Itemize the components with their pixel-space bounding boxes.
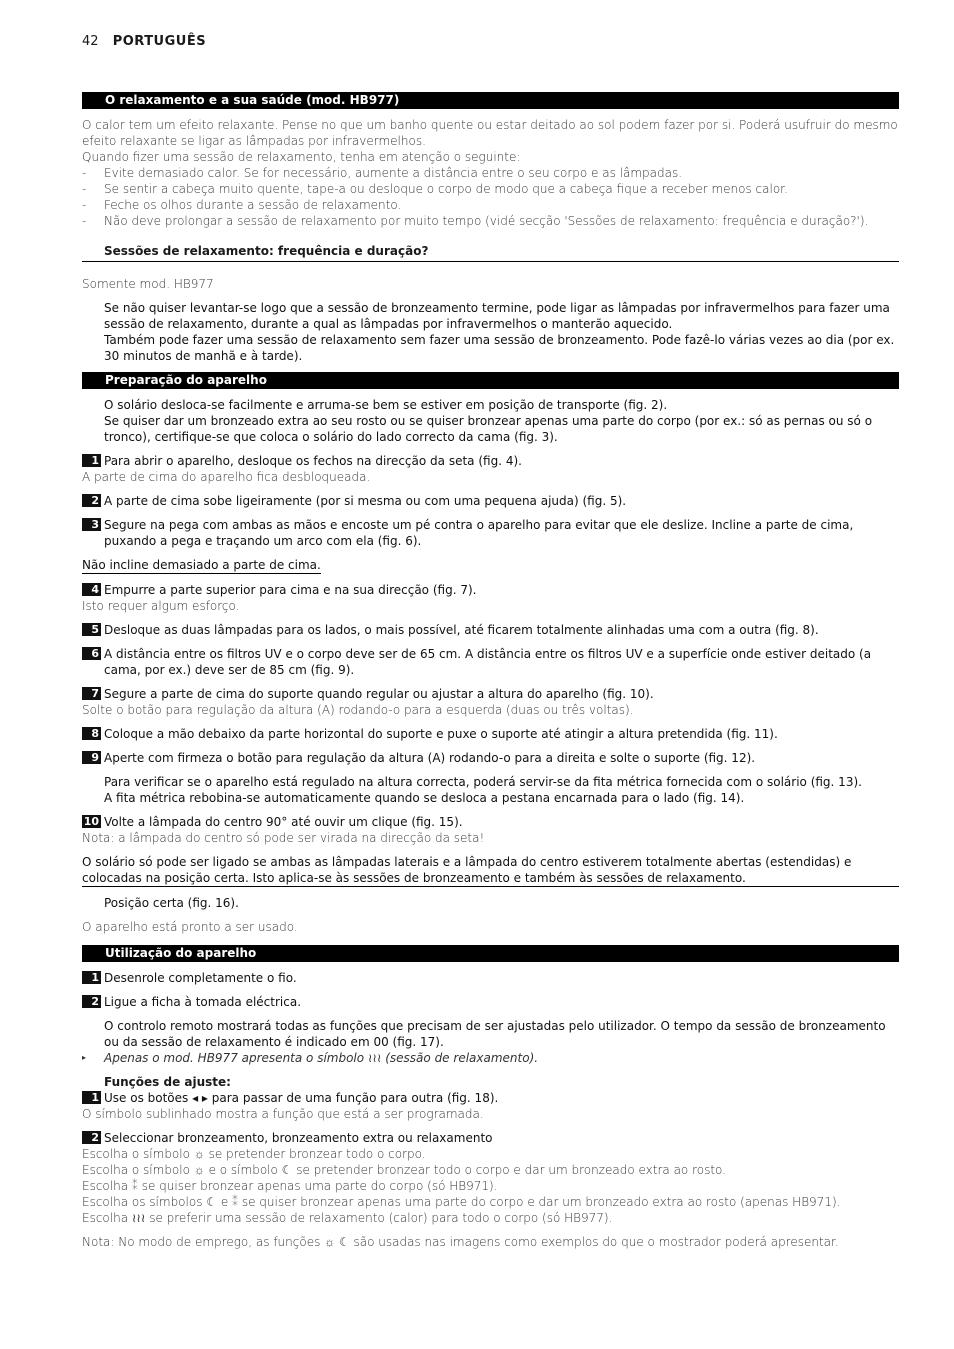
- option-line: Escolha os símbolos ☾ e ⁑ se quiser bronzear apenas uma parte do corpo e dar um bronzeado extra ao rosto (apenas HB971).: [82, 1195, 841, 1209]
- paragraph: O controlo remoto mostrará todas as funções que precisam de ser ajustadas pelo utilizador. O tempo da sessão de bronzeamento ou da sessão de relaxamento é indicado em 00 (fig. 17).: [104, 1019, 886, 1049]
- warning: Não incline demasiado a parte de cima.: [82, 558, 321, 572]
- step-item: 2 Seleccionar bronzeamento, bronzeamento extra ou relaxamento: [82, 1130, 899, 1146]
- subheading-functions: Funções de ajuste:: [104, 1075, 231, 1089]
- paragraph: Também pode fazer uma sessão de relaxamento sem fazer uma sessão de bronzeamento. Pode fazê-lo várias vezes ao dia (por ex. 30 minutos de manhã e à tarde).: [104, 333, 895, 363]
- list-item: - Evite demasiado calor. Se for necessário, aumente a distância entre o seu corpo e as lâmpadas.: [82, 166, 683, 180]
- step-number: 9: [82, 751, 101, 764]
- page-header: [82, 34, 206, 49]
- option-line: Escolha o símbolo ☼ se pretender bronzear todo o corpo.: [82, 1147, 426, 1161]
- step-number: 3: [82, 518, 101, 531]
- paragraph: Posição certa (fig. 16).: [104, 896, 239, 910]
- option-line: Escolha ≀≀≀ se preferir uma sessão de relaxamento (calor) para todo o corpo (só HB977).: [82, 1211, 613, 1225]
- step-item: 1 Desenrole completamente o fio.: [82, 970, 899, 986]
- model-note: ▸ Apenas o mod. HB977 apresenta o símbolo ≀≀≀ (sessão de relaxamento).: [82, 1051, 539, 1065]
- subsection-heading-sessions: Sessões de relaxamento: frequência e duração?: [82, 243, 899, 262]
- warning: O solário só pode ser ligado se ambas as lâmpadas laterais e a lâmpada do centro estiverem totalmente abertas (estendidas) e colocadas na posição certa. Isto aplica-se às sessões de bronzeamento e também às sessões de relaxamento.: [82, 854, 899, 887]
- step-number: 1: [82, 1091, 101, 1104]
- section-heading-usage: Utilização do aparelho: [82, 945, 899, 962]
- paragraph: A fita métrica rebobina-se automaticamente quando se desloca a pestana encarnada para o lado (fig. 14).: [104, 791, 745, 805]
- step-number: 8: [82, 727, 101, 740]
- step-item: 3 Segure na pega com ambas as mãos e encoste um pé contra o aparelho para evitar que ele deslize. Incline a parte de cima, puxando a pega e traçando um arco com ela (fig. 6).: [82, 517, 899, 549]
- step-number: 4: [82, 583, 101, 596]
- paragraph: Quando fizer uma sessão de relaxamento, tenha em atenção o seguinte:: [82, 150, 521, 164]
- step-sub: Nota: a lâmpada do centro só pode ser virada na direcção da seta!: [82, 831, 485, 845]
- list-item: - Não deve prolongar a sessão de relaxamento por muito tempo (vidé secção 'Sessões de relaxamento: frequência e duração?').: [82, 214, 869, 228]
- step-item: 10 Volte a lâmpada do centro 90° até ouvir um clique (fig. 15).: [83, 815, 463, 829]
- paragraph: O solário desloca-se facilmente e arruma-se bem se estiver em posição de transporte (fig. 2).: [104, 398, 668, 412]
- step-sub: O símbolo sublinhado mostra a função que está a ser programada.: [82, 1107, 484, 1121]
- step-sub: A parte de cima do aparelho fica desbloqueada.: [82, 470, 371, 484]
- step-sub: Isto requer algum esforço.: [82, 599, 240, 613]
- page-number: 42: [82, 34, 99, 49]
- step-item: 1 Use os botões ◂ ▸ para passar de uma função para outra (fig. 18).: [82, 1090, 899, 1106]
- step-item: 6 A distância entre os filtros UV e o corpo deve ser de 65 cm. A distância entre os filtros UV e a superfície onde estiver deitado (a cama, por ex.) deve ser de 85 cm (fig. 9).: [82, 646, 899, 678]
- step-item: 2 Ligue a ficha à tomada eléctrica.: [82, 994, 899, 1010]
- triangle-bullet-icon: ▸: [82, 1053, 87, 1062]
- step-number: 2: [82, 494, 101, 507]
- final-note: Nota: No modo de emprego, as funções ☼ ☾ são usadas nas imagens como exemplos do que o mostrador poderá apresentar.: [82, 1235, 839, 1249]
- list-item: - Feche os olhos durante a sessão de relaxamento.: [82, 198, 402, 212]
- paragraph: Se não quiser levantar-se logo que a sessão de bronzeamento termine, pode ligar as lâmpadas por infravermelhos para fazer uma sessão de relaxamento, durante a qual as lâmpadas por infravermelhos o manterão aquecido.: [104, 301, 890, 331]
- section-heading-preparation: Preparação do aparelho: [82, 372, 899, 389]
- option-line: Escolha o símbolo ☼ e o símbolo ☾ se pretender bronzear todo o corpo e dar um bronzeado extra ao rosto.: [82, 1163, 726, 1177]
- paragraph: Para verificar se o aparelho está regulado na altura correcta, poderá servir-se da fita métrica fornecida com o solário (fig. 13).: [104, 775, 862, 789]
- step-item: 1 Para abrir o aparelho, desloque os fechos na direcção da seta (fig. 4).: [82, 453, 899, 469]
- step-number: 1: [82, 971, 101, 984]
- list-item: - Se sentir a cabeça muito quente, tape-a ou desloque o corpo de modo que a cabeça fique a receber menos calor.: [82, 182, 788, 196]
- step-item: 9 Aperte com firmeza o botão para regulação da altura (A) rodando-o para a direita e solte o suporte (fig. 12).: [82, 750, 899, 766]
- section-heading-relaxation: O relaxamento e a sua saúde (mod. HB977): [82, 92, 899, 109]
- step-number: 6: [82, 647, 101, 660]
- step-number: 2: [82, 1131, 101, 1144]
- paragraph: O calor tem um efeito relaxante. Pense no que um banho quente ou estar deitado ao sol podem fazer por si. Poderá usufruir do mesmo efeito relaxante se ligar as lâmpadas por infravermelhos.: [82, 118, 898, 148]
- step-item: 8 Coloque a mão debaixo da parte horizontal do suporte e puxe o suporte até atingir a altura pretendida (fig. 11).: [82, 726, 899, 742]
- step-item: 2 A parte de cima sobe ligeiramente (por si mesma ou com uma pequena ajuda) (fig. 5).: [82, 493, 899, 509]
- language-label: PORTUGUÊS: [112, 34, 207, 49]
- step-number: 2: [82, 995, 101, 1008]
- note-text: Somente mod. HB977: [82, 277, 214, 291]
- page-content: [82, 92, 899, 1250]
- step-item: 5 Desloque as duas lâmpadas para os lados, o mais possível, até ficarem totalmente alinhadas uma com a outra (fig. 8).: [82, 622, 899, 638]
- step-item: 4 Empurre a parte superior para cima e na sua direcção (fig. 7).: [82, 582, 899, 598]
- step-number: 1: [82, 454, 101, 467]
- step-number: 7: [82, 687, 101, 700]
- step-item: 7 Segure a parte de cima do suporte quando regular ou ajustar a altura do aparelho (fig. 10).: [82, 686, 899, 702]
- option-line: Escolha ⁑ se quiser bronzear apenas uma parte do corpo (só HB971).: [82, 1179, 498, 1193]
- paragraph: O aparelho está pronto a ser usado.: [82, 920, 298, 934]
- step-number: 10: [83, 815, 99, 828]
- step-sub: Solte o botão para regulação da altura (A) rodando-o para a esquerda (duas ou três voltas).: [82, 703, 634, 717]
- step-number: 5: [82, 623, 101, 636]
- paragraph: Se quiser dar um bronzeado extra ao seu rosto ou se quiser bronzear apenas uma parte do corpo (por ex.: só as pernas ou só o tronco), certifique-se que coloca o solário do lado correcto da cama (fig. 3).: [104, 414, 873, 444]
